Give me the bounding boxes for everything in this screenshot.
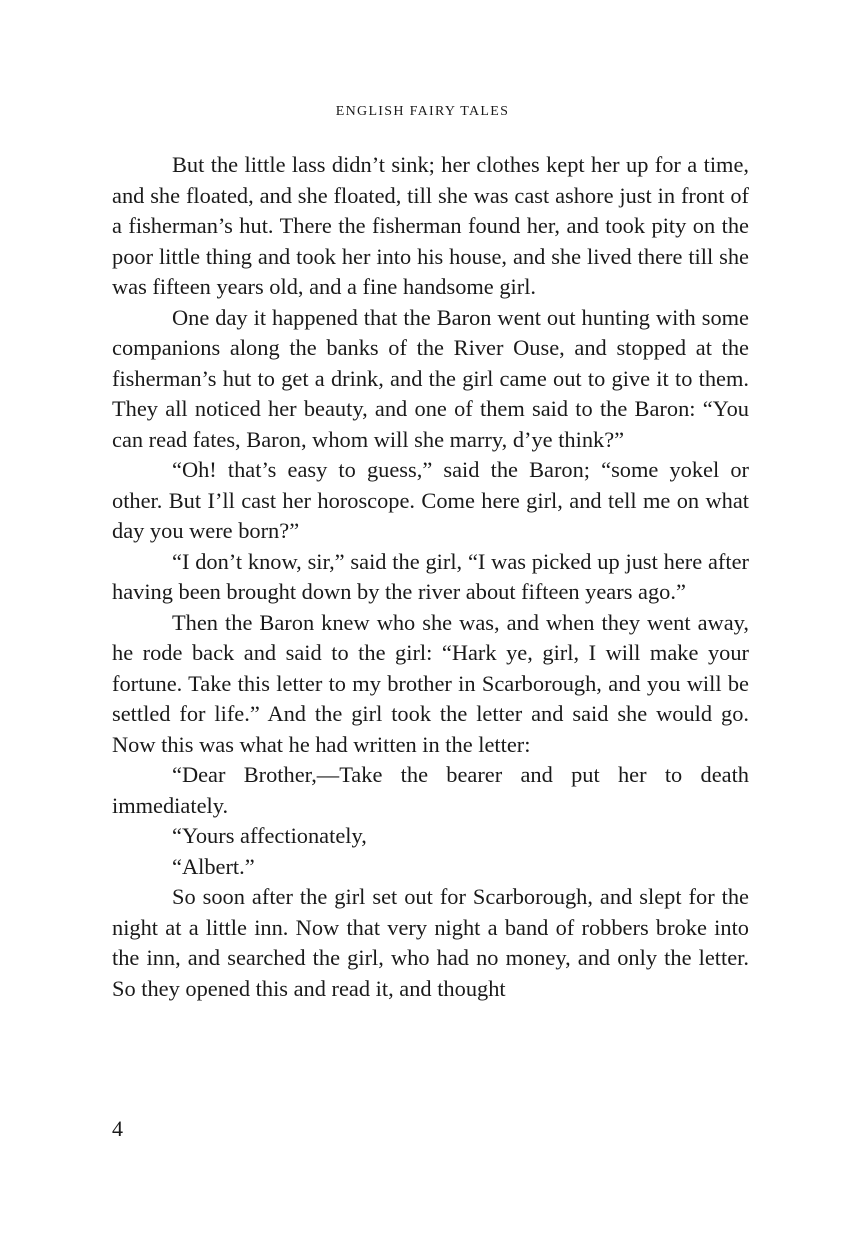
running-head-title: ENGLISH FAIRY TALES (335, 104, 510, 119)
body-text (112, 150, 749, 1004)
paragraph: Then the Baron knew who she was, and when they went away, he rode back and said to the girl: “Hark ye, girl, I will make your fortune. Take this letter to my brother in Scarborough, and you will be settled for life.” And the girl took the letter and said she would go. Now this was what he had written in the letter: (112, 609, 749, 757)
letter-closing: “Yours affectionately, (172, 823, 367, 848)
letter-text: “Dear Brother,—Take the bearer and put her to death immediately. (112, 762, 749, 818)
paragraph: One day it happened that the Baron went out hunting with some companions along the banks of the River Ouse, and stopped at the fisherman’s hut to get a drink, and the girl came out to give it to them. They all noticed her beauty, and one of them said to the Baron: “You can read fates, Baron, whom will she marry, d’ye think?” (112, 304, 749, 452)
paragraph: “I don’t know, sir,” said the girl, “I was picked up just here after having been brought down by the river about fifteen years ago.” (112, 548, 749, 604)
paragraph: But the little lass didn’t sink; her clothes kept her up for a time, and she floated, and she floated, till she was cast ashore just in front of a fisherman’s hut. There the fisherman found her, and took pity on the poor little thing and took her into his house, and she lived there till she was fifteen years old, and a fine handsome girl. (112, 152, 749, 299)
paragraph: So soon after the girl set out for Scarborough, and slept for the night at a little inn. Now that very night a band of robbers broke into the inn, and searched the girl, who had no money, and only the letter. So they opened this and read it, and thought (112, 884, 749, 1001)
letter-signature: “Albert.” (172, 853, 255, 879)
paragraph: “Oh! that’s easy to guess,” said the Baron; “some yokel or other. But I’ll cast her horoscope. Come here girl, and tell me on what day you were born?” (112, 457, 749, 543)
page-number: 4 (112, 1116, 123, 1141)
